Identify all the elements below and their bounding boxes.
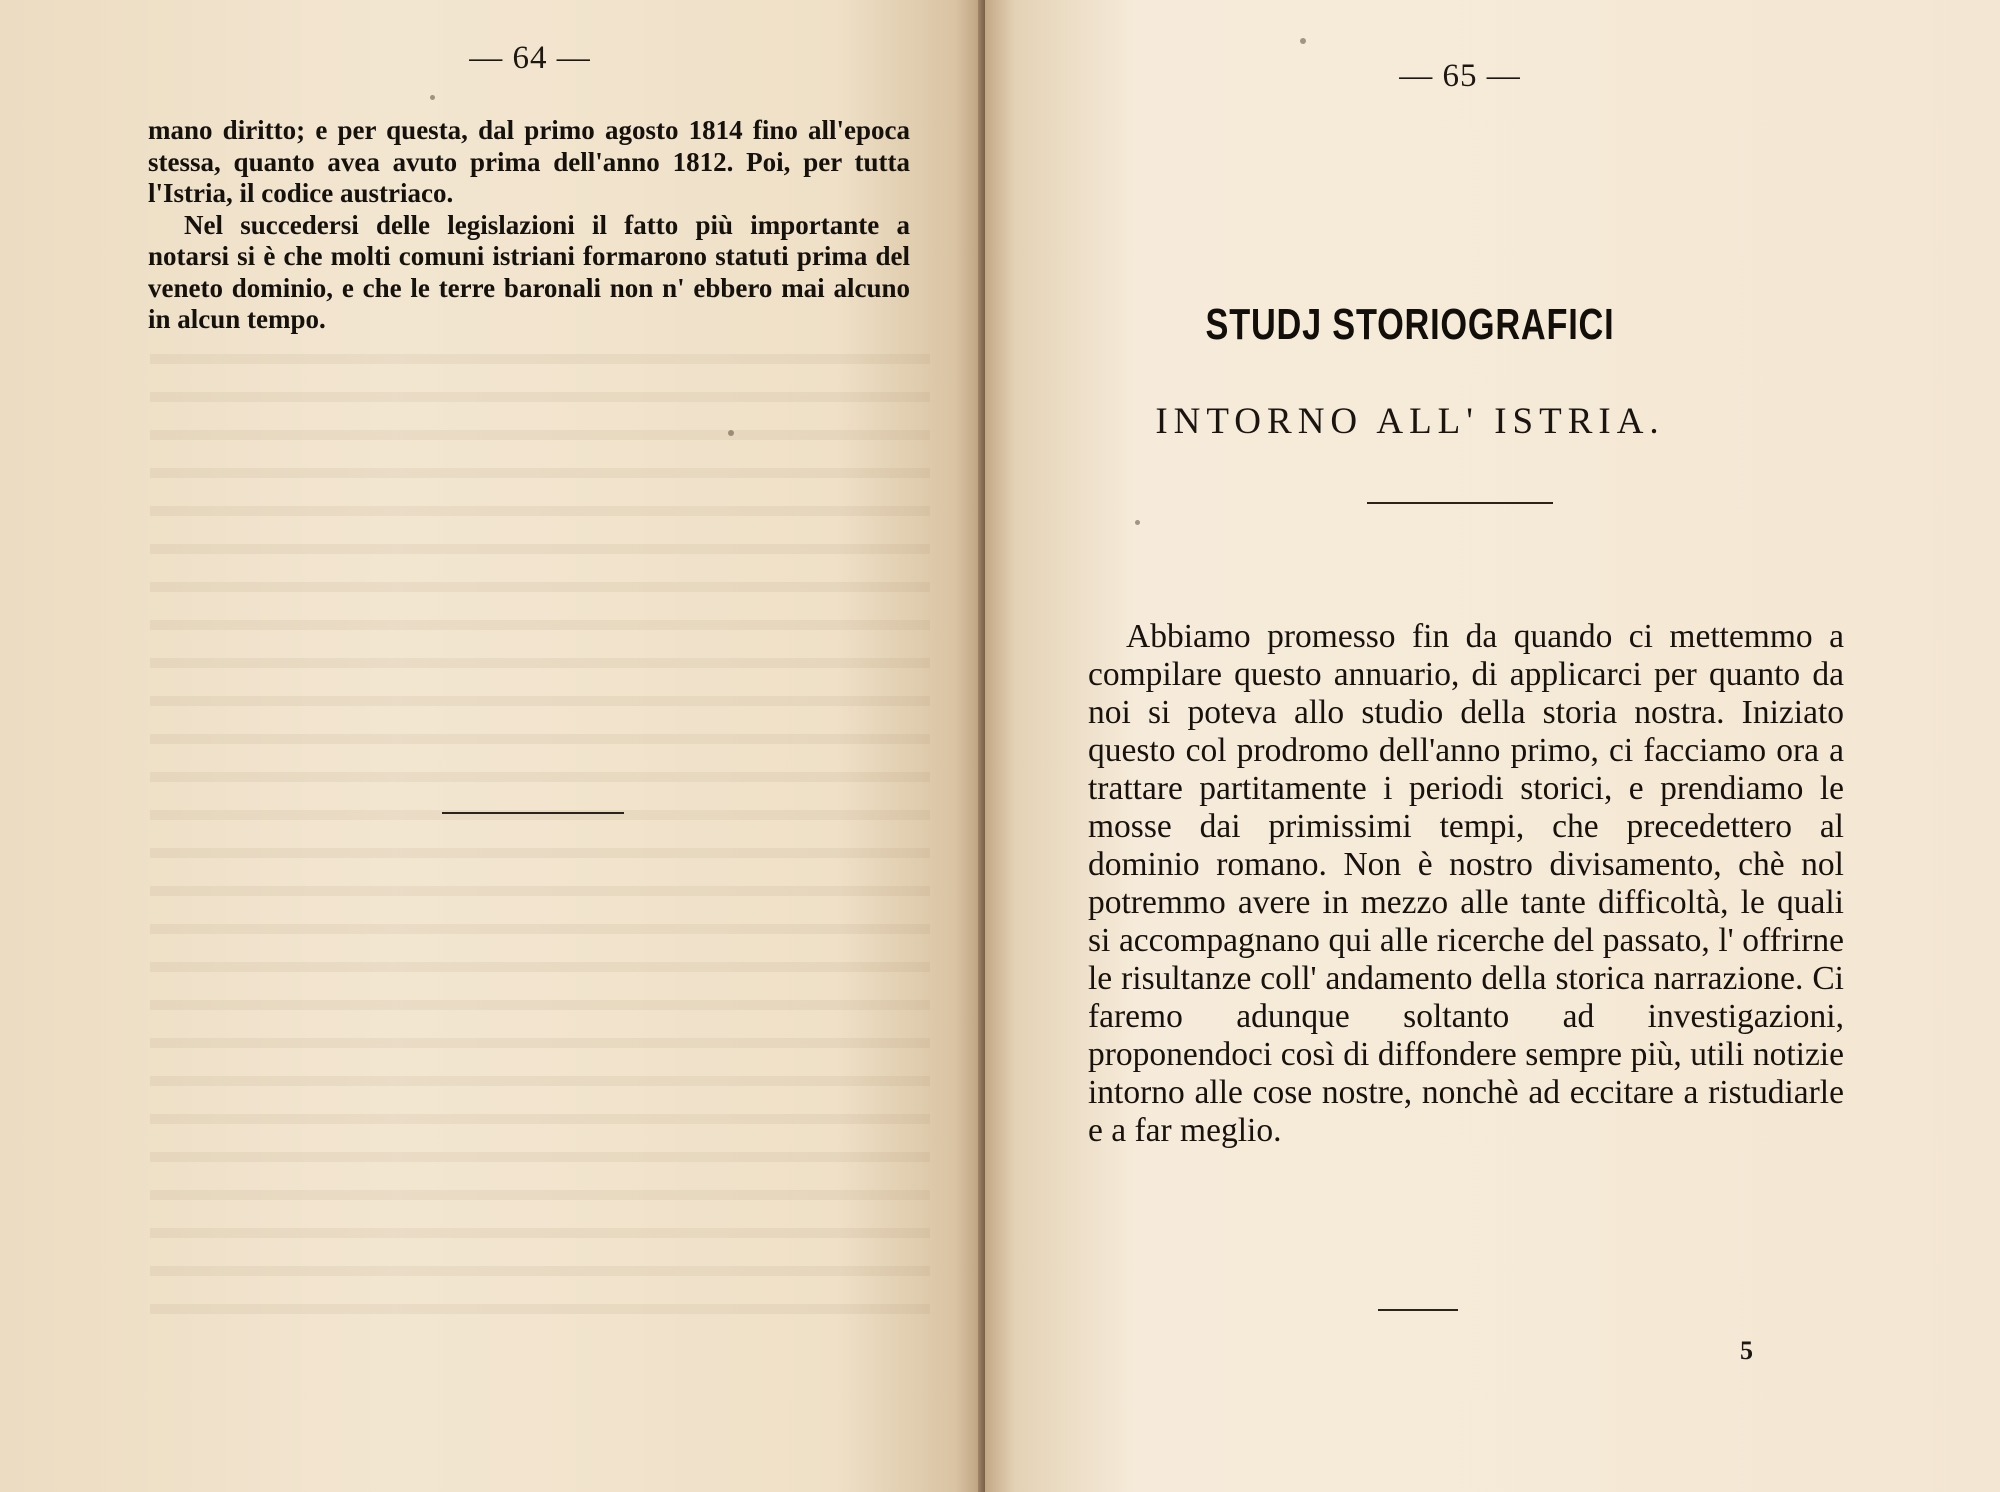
closing-rule — [1378, 1309, 1458, 1311]
paper-speck — [728, 430, 734, 436]
right-paragraph-1: Abbiamo promesso fin da quando ci mettemmo a compilare questo annuario, di applicarci per quanto da noi si poteva allo studio della storia nostra. Iniziato questo col prodromo dell'anno primo, ci facciamo ora a trattare partitamente i periodi storici, e prendiamo le mosse dai primissimi tempi, che precedettero al dominio romano. Non è nostro divisamento, chè nol potremmo avere in mezzo alle tante difficoltà, le quali si accompagnano qui alle ricerche del passato, l' offrirne le risultanze coll' andamento della storica narrazione. Ci faremo adunque soltanto ad investigazioni, proponendoci così di diffondere sempre più, utili notizie intorno alle cose nostre, nonchè ad eccitare a ristudiarle e a far meglio. — [1088, 618, 1844, 1149]
right-page-number: — 65 — — [1399, 58, 1521, 94]
bleed-through-text — [150, 340, 930, 1340]
signature-mark: 5 — [1740, 1336, 1753, 1365]
paper-speck — [430, 95, 435, 100]
left-paragraph-1: mano diritto; e per questa, dal primo agosto 1814 fino all'epoca stessa, quanto avea avuto prima dell'anno 1812. Poi, per tutta l'Istria, il codice austriaco. — [148, 115, 910, 208]
chapter-heading: STUDJ STORIOGRAFICI — [1205, 300, 1615, 349]
left-page-body — [148, 115, 910, 336]
left-page-number: — 64 — — [469, 40, 591, 76]
left-paragraph-2: Nel succedersi delle legislazioni il fatto più importante a notarsi si è che molti comuni istriani formarono statuti prima del veneto dominio, e che le terre baronali non n' ebbero mai alcuno in alcun tempo. — [148, 209, 910, 334]
heading-rule — [1367, 502, 1553, 504]
paper-speck — [1300, 38, 1306, 44]
paper-speck — [1135, 520, 1140, 525]
left-page — [0, 0, 985, 1492]
left-section-rule — [442, 812, 624, 814]
right-page-body — [1088, 618, 1844, 1150]
chapter-subheading: INTORNO ALL' ISTRIA. — [1155, 401, 1665, 442]
